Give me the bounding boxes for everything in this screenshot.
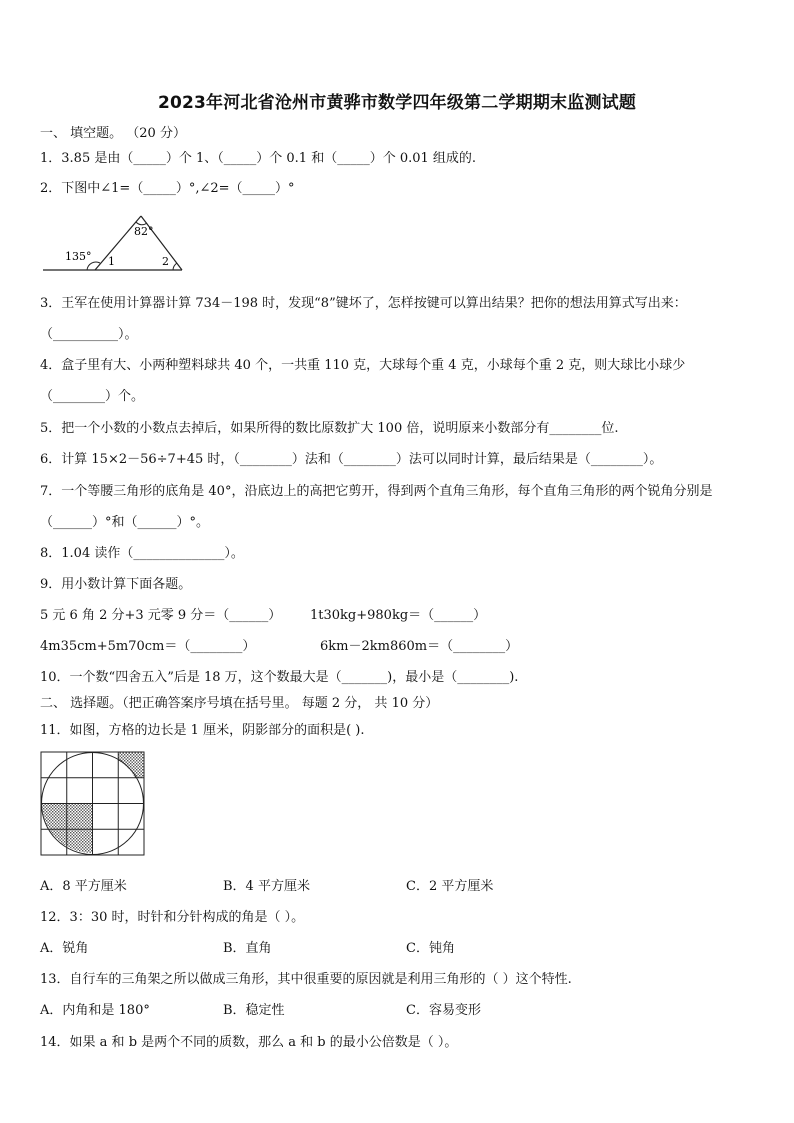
question-13-option-b: B．稳定性	[223, 1003, 285, 1018]
question-13: 13．自行车的三角架之所以做成三角形，其中很重要的原因就是利用三角形的（ ）这个特性.	[40, 972, 572, 987]
question-3-line-1: 3．王军在使用计算器计算 734－198 时，发现“8”键坏了，怎样按键可以算出结果？把你的想法用算式写出来：	[40, 296, 687, 311]
question-13-option-a: A．内角和是 180°	[40, 1003, 150, 1018]
question-5: 5．把一个小数的小数点去掉后，如果所得的数比原数扩大 100 倍，说明原来小数部分有________位.	[40, 421, 619, 436]
section-heading-choice: 二、 选择题。（把正确答案序号填在括号里。 每题 2 分， 共 10 分）	[40, 696, 439, 711]
question-2: 2．下图中∠1=（_____）°,∠2=（_____）°	[40, 181, 295, 196]
question-9-item-a: 5 元 6 角 2 分+3 元零 9 分＝（______）	[40, 608, 282, 623]
question-11-option-a: A．8 平方厘米	[40, 879, 127, 894]
question-11-option-b: B．4 平方厘米	[223, 879, 310, 894]
outer-angle-label: 135°	[65, 250, 92, 263]
question-11-option-c: C．2 平方厘米	[406, 879, 494, 894]
question-9: 9．用小数计算下面各题。	[40, 577, 192, 592]
question-9-item-c: 4m35cm+5m70cm＝（________）	[40, 639, 256, 654]
question-1: 1．3.85 是由（_____）个 1、（_____）个 0.1 和（_____）个 0.01 组成的.	[40, 151, 477, 166]
question-10: 10．一个数“四舍五入”后是 18 万，这个数最大是（_______)，最小是（________).	[40, 670, 519, 685]
question-7-line-1: 7．一个等腰三角形的底角是 40°，沿底边上的高把它剪开，得到两个直角三角形，每个直角三角形的两个锐角分别是	[40, 484, 713, 499]
top-angle-label: 82°	[134, 225, 154, 238]
grid-circle-figure	[40, 751, 146, 857]
question-6: 6．计算 15×2－56÷7+45 时，（________）法和（________）法可以同时计算，最后结果是（________）。	[40, 452, 663, 467]
question-11: 11．如图，方格的边长是 1 厘米，阴影部分的面积是( ).	[40, 723, 365, 738]
question-12-option-b: B．直角	[223, 941, 272, 956]
question-12: 12．3：30 时，时针和分针构成的角是（ ）。	[40, 910, 305, 925]
triangle-figure	[40, 208, 190, 274]
question-8: 8．1.04 读作（______________）。	[40, 546, 244, 561]
question-12-option-a: A．锐角	[40, 941, 89, 956]
question-9-item-b: 1t30kg+980kg＝（______）	[310, 608, 487, 623]
section-heading-fill-in: 一、 填空题。 （20 分）	[40, 126, 186, 141]
angle-1-label: 1	[108, 255, 115, 268]
question-12-option-c: C．钝角	[406, 941, 455, 956]
question-4-line-2: （________）个。	[40, 389, 145, 404]
question-4-line-1: 4．盒子里有大、小两种塑料球共 40 个，一共重 110 克，大球每个重 4 克，小球每个重 2 克，则大球比小球少	[40, 358, 686, 373]
page-title: 2023年河北省沧州市黄骅市数学四年级第二学期期末监测试题	[157, 93, 637, 113]
question-9-item-d: 6km－2km860m＝（________）	[320, 639, 519, 654]
question-13-option-c: C．容易变形	[406, 1003, 481, 1018]
question-14: 14．如果 a 和 b 是两个不同的质数，那么 a 和 b 的最小公倍数是（ ）。	[40, 1035, 458, 1050]
angle-2-label: 2	[162, 255, 169, 268]
question-3-line-2: （__________）。	[40, 327, 138, 342]
question-7-line-2: （______）°和（______）°。	[40, 515, 210, 530]
